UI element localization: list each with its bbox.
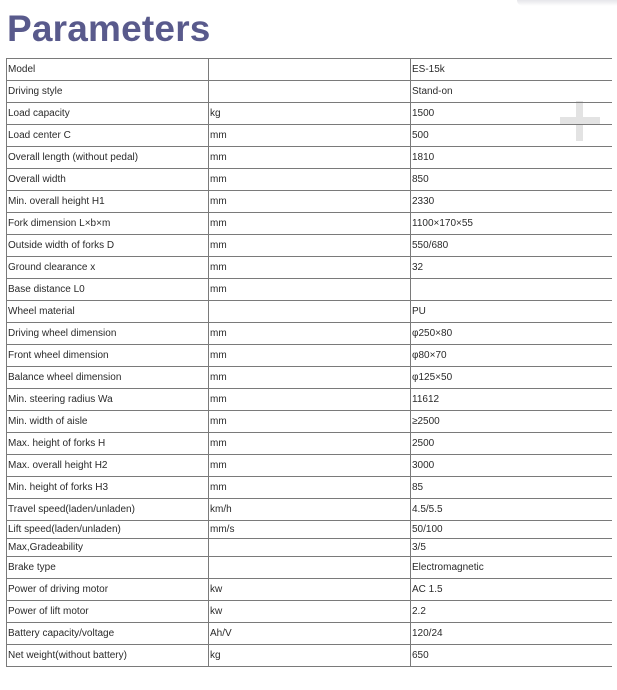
param-value-cell: 550/680 [411,235,613,257]
table-row [7,301,613,323]
param-name-cell: Min. overall height H1 [7,191,209,213]
table-row [7,103,613,125]
param-value-cell: 2330 [411,191,613,213]
param-value-cell: PU [411,301,613,323]
param-name-cell: Base distance L0 [7,279,209,301]
param-unit-cell: mm [209,455,411,477]
param-unit-cell: mm [209,169,411,191]
param-name-cell: Min. height of forks H3 [7,477,209,499]
param-unit-cell: mm [209,235,411,257]
param-value-cell: ≥2500 [411,411,613,433]
param-name-cell: Driving style [7,81,209,103]
param-name-cell: Outside width of forks D [7,235,209,257]
table-row [7,499,613,521]
param-name-cell: Front wheel dimension [7,345,209,367]
param-name-cell: Max. overall height H2 [7,455,209,477]
param-unit-cell: mm/s [209,521,411,539]
table-row [7,147,613,169]
table-row [7,213,613,235]
param-unit-cell: mm [209,477,411,499]
param-name-cell: Power of driving motor [7,579,209,601]
table-row [7,455,613,477]
table-row [7,235,613,257]
param-value-cell [411,279,613,301]
param-name-cell: Max. height of forks H [7,433,209,455]
param-value-cell: 3/5 [411,539,613,557]
table-row [7,81,613,103]
param-name-cell: Travel speed(laden/unladen) [7,499,209,521]
param-name-cell: Overall length (without pedal) [7,147,209,169]
table-row [7,521,613,539]
param-name-cell: Overall width [7,169,209,191]
param-unit-cell: mm [209,433,411,455]
param-name-cell: Balance wheel dimension [7,367,209,389]
table-row [7,345,613,367]
param-name-cell: Brake type [7,557,209,579]
param-name-cell: Model [7,59,209,81]
param-unit-cell: mm [209,345,411,367]
param-unit-cell: mm [209,367,411,389]
param-value-cell: AC 1.5 [411,579,613,601]
param-unit-cell: kg [209,645,411,667]
param-unit-cell: mm [209,125,411,147]
param-unit-cell [209,81,411,103]
param-value-cell: φ125×50 [411,367,613,389]
param-unit-cell: kw [209,601,411,623]
param-name-cell: Max,Gradeability [7,539,209,557]
param-value-cell: 2.2 [411,601,613,623]
param-name-cell: Load center C [7,125,209,147]
table-row [7,645,613,667]
parameters-table-body [7,59,613,667]
param-value-cell: φ250×80 [411,323,613,345]
param-value-cell: 500 [411,125,613,147]
param-unit-cell: mm [209,279,411,301]
param-value-cell: 120/24 [411,623,613,645]
param-unit-cell: mm [209,147,411,169]
param-value-cell: 2500 [411,433,613,455]
table-row [7,191,613,213]
table-row [7,257,613,279]
top-edge-shadow [517,0,617,6]
param-name-cell: Fork dimension L×b×m [7,213,209,235]
param-unit-cell [209,539,411,557]
param-value-cell: 4.5/5.5 [411,499,613,521]
table-row [7,59,613,81]
param-value-cell: Electromagnetic [411,557,613,579]
table-row [7,323,613,345]
param-value-cell: 1100×170×55 [411,213,613,235]
table-row [7,367,613,389]
table-row [7,477,613,499]
table-row [7,411,613,433]
table-row [7,557,613,579]
param-value-cell: 50/100 [411,521,613,539]
param-value-cell: 1810 [411,147,613,169]
param-unit-cell: Ah/V [209,623,411,645]
param-unit-cell: mm [209,257,411,279]
param-name-cell: Ground clearance x [7,257,209,279]
param-name-cell: Net weight(without battery) [7,645,209,667]
param-unit-cell: kw [209,579,411,601]
param-unit-cell: mm [209,213,411,235]
table-row [7,579,613,601]
param-name-cell: Min. width of aisle [7,411,209,433]
param-unit-cell: mm [209,411,411,433]
table-row [7,601,613,623]
param-value-cell: 850 [411,169,613,191]
param-value-cell: Stand-on [411,81,613,103]
param-unit-cell: mm [209,389,411,411]
param-value-cell: 1500 [411,103,613,125]
param-value-cell: 11612 [411,389,613,411]
param-name-cell: Min. steering radius Wa [7,389,209,411]
param-value-cell: φ80×70 [411,345,613,367]
param-value-cell: ES-15k [411,59,613,81]
table-row [7,539,613,557]
param-unit-cell [209,59,411,81]
table-row [7,623,613,645]
table-row [7,279,613,301]
table-row [7,169,613,191]
param-value-cell: 3000 [411,455,613,477]
param-unit-cell: km/h [209,499,411,521]
param-value-cell: 32 [411,257,613,279]
table-row [7,125,613,147]
param-unit-cell: mm [209,323,411,345]
table-row [7,389,613,411]
parameters-table [6,58,612,667]
param-value-cell: 85 [411,477,613,499]
param-name-cell: Power of lift motor [7,601,209,623]
param-value-cell: 650 [411,645,613,667]
table-row [7,433,613,455]
param-name-cell: Load capacity [7,103,209,125]
param-unit-cell [209,301,411,323]
param-name-cell: Battery capacity/voltage [7,623,209,645]
param-name-cell: Driving wheel dimension [7,323,209,345]
param-unit-cell: mm [209,191,411,213]
page-title: Parameters [7,8,211,49]
param-unit-cell: kg [209,103,411,125]
param-unit-cell [209,557,411,579]
param-name-cell: Lift speed(laden/unladen) [7,521,209,539]
param-name-cell: Wheel material [7,301,209,323]
